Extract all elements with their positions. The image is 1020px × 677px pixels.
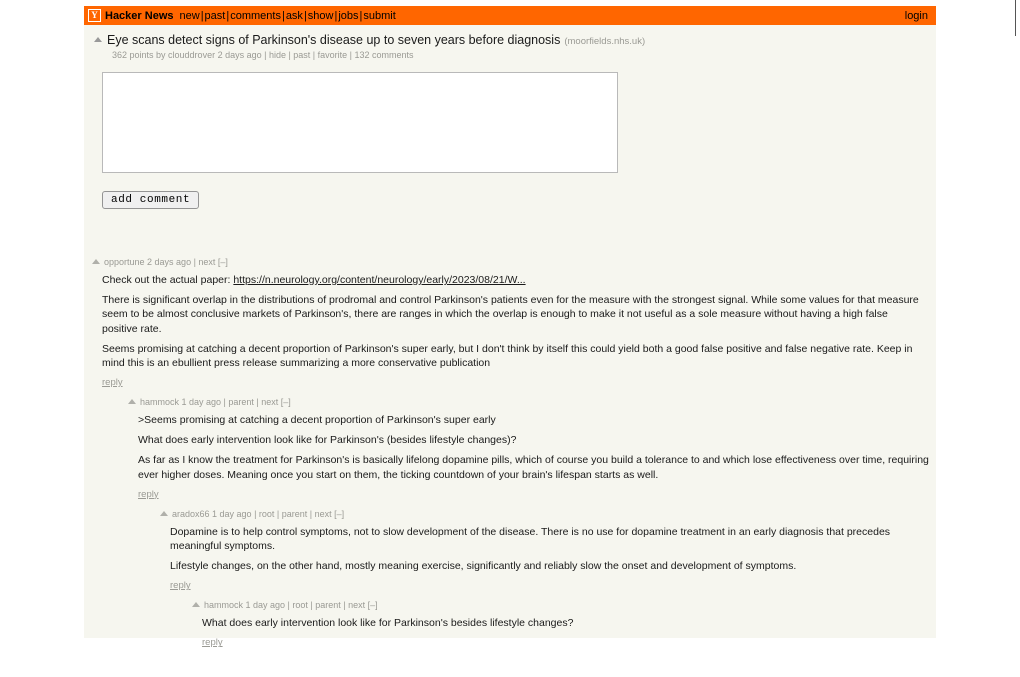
nav-sep: | (200, 9, 204, 22)
comment-meta[interactable]: hammock 1 day ago | parent | next [–] (140, 397, 291, 408)
hacker-news-page (84, 6, 936, 649)
comment-body (202, 616, 936, 630)
reply-link[interactable]: reply (102, 377, 123, 389)
comment-paragraph: Lifestyle changes, on the other hand, mostly meaning exercise, significantly and reliably slow the onset and development of symptoms. (170, 560, 797, 573)
nav-sep: | (281, 9, 285, 22)
hn-navbar (84, 6, 936, 25)
comment-meta[interactable]: opportune 2 days ago | next [–] (104, 257, 228, 267)
hn-nav-links (180, 10, 905, 22)
comment-header (128, 397, 936, 407)
comment-paragraph: >Seems promising at catching a decent proportion of Parkinson's super early (138, 414, 496, 427)
comment-body (138, 413, 936, 482)
hn-site-title[interactable]: Hacker News (105, 9, 174, 22)
comment-body (170, 525, 936, 574)
nav-link-show[interactable]: show (307, 9, 334, 22)
comment-paragraph: What does early intervention look like for Parkinson's (besides lifestyle changes)? (138, 434, 517, 447)
comment-item (92, 257, 936, 388)
nav-link-ask[interactable]: ask (285, 9, 303, 22)
story-block (84, 25, 936, 60)
comment-thread (84, 257, 936, 677)
comment-body (102, 273, 922, 370)
upvote-triangle-icon[interactable] (160, 511, 168, 516)
paper-link[interactable]: https://n.neurology.org/content/neurology/early/2023/08/21/W... (233, 274, 526, 286)
comment-header (92, 257, 936, 267)
comment-paragraph: Dopamine is to help control symptoms, not to slow development of the disease. There is no use for dopamine treatment in an early diagnosis that precedes meaningful symptoms. (170, 525, 891, 552)
comment-header (160, 509, 936, 519)
comment-paragraph: Seems promising at catching a decent proportion of Parkinson's super early, but I don't think by itself this could yield both a good false positive and false negative rate. Keep in mind this is an ebullient press release summarizing a more conservative publication (102, 342, 913, 369)
nav-link-past[interactable]: past (204, 9, 226, 22)
comment-header (192, 600, 936, 610)
comment-paragraph: Check out the actual paper: https://n.neurology.org/content/neurology/early/2023/08/21/W... (102, 274, 526, 286)
comment-paragraph: What does early intervention look like for Parkinson's besides lifestyle changes? (202, 617, 574, 630)
scrollbar-thumb[interactable] (1015, 0, 1016, 36)
upvote-triangle-icon[interactable] (192, 602, 200, 607)
upvote-triangle-icon[interactable] (94, 37, 102, 42)
comment-paragraph: There is significant overlap in the distributions of prodromal and control Parkinson's patients even for the measure with the strongest signal. While some values for that measure seem to be almost conclusive markets of Parkinson's, there are ranges in which the overlap is enough to make it not useful as a sole measure without having a high false positive rate. (102, 294, 919, 335)
nav-sep: | (359, 9, 363, 22)
story-subtext[interactable]: 362 points by clouddrover 2 days ago | hide | past | favorite | 132 comments (112, 50, 414, 60)
reply-link[interactable]: reply (170, 580, 191, 592)
nav-link-jobs[interactable]: jobs (338, 9, 359, 22)
comment-paragraph: As far as I know the treatment for Parkinson's is basically lifelong dopamine pills, which of course you build a tolerance to and which lose effectiveness over time, requiring ever higher doses. Meaning once you start on them, the ticking countdown of your brain's lifespan starts as well. (138, 454, 929, 481)
hn-logo-icon[interactable]: Y (88, 9, 101, 22)
scrollbar-track[interactable] (1012, 0, 1020, 638)
comment-item (192, 600, 936, 648)
comment-textarea[interactable] (102, 72, 618, 173)
story-domain[interactable]: (moorfields.nhs.uk) (564, 36, 646, 47)
reply-link[interactable]: reply (202, 637, 223, 649)
nav-sep: | (226, 9, 230, 22)
story-title[interactable]: Eye scans detect signs of Parkinson's disease up to seven years before diagnosis (107, 33, 561, 47)
nav-link-submit[interactable]: submit (363, 9, 396, 22)
nav-link-new[interactable]: new (179, 9, 200, 22)
comment-item (160, 509, 936, 592)
nav-sep: | (303, 9, 307, 22)
comment-meta[interactable]: aradox66 1 day ago | root | parent | next [–] (172, 508, 345, 519)
comment-item (128, 397, 936, 500)
comment-meta[interactable]: hammock 1 day ago | root | parent | next [–] (204, 600, 378, 611)
add-comment-button[interactable]: add comment (102, 191, 199, 209)
story-title-row (94, 33, 936, 47)
nav-sep: | (334, 9, 338, 22)
nav-link-comments[interactable]: comments (230, 9, 281, 22)
reply-link[interactable]: reply (138, 488, 159, 500)
upvote-triangle-icon[interactable] (128, 399, 136, 404)
comment-form (102, 72, 936, 209)
upvote-triangle-icon[interactable] (92, 259, 100, 264)
login-link[interactable]: login (904, 9, 928, 22)
